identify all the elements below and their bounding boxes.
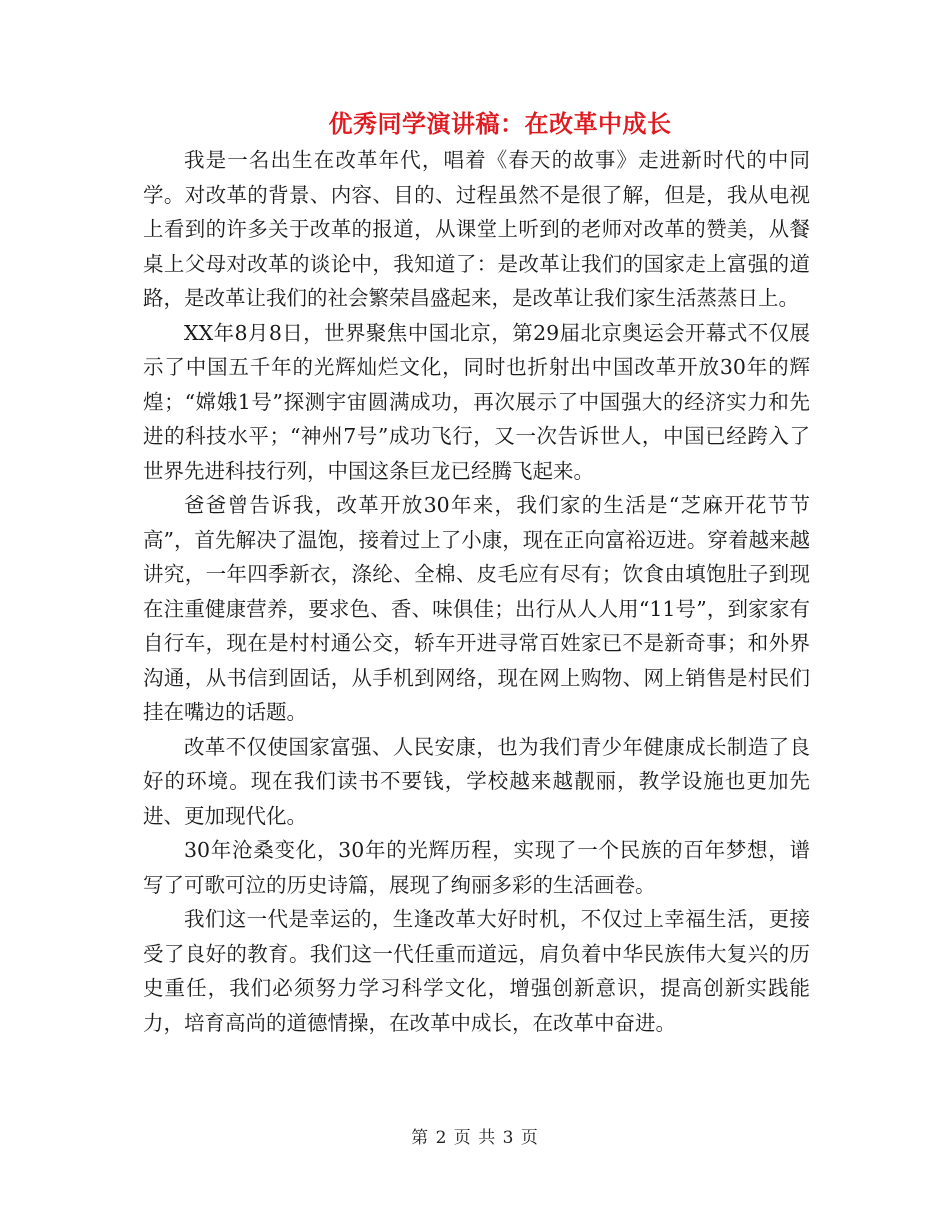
page-number-footer: 第 2 页 共 3 页 <box>411 1128 539 1148</box>
paragraph-4: 改革不仅使国家富强、人民安康，也为我们青少年健康成长制造了良好的环境。现在我们读书不要钱，学校越来越靓丽，教学设施也更加先进、更加现代化。 <box>143 734 810 828</box>
paragraph-5: 30年沧桑变化，30年的光辉历程，实现了一个民族的百年梦想，谱写了可歌可泣的历史诗篇，展现了绚丽多彩的生活画卷。 <box>143 838 810 897</box>
paragraph-1: 我是一名出生在改革年代，唱着《春天的故事》走进新时代的中同学。对改革的背景、内容、目的、过程虽然不是很了解，但是，我从电视上看到的许多关于改革的报道，从课堂上听到的老师对改革的赞美，从餐桌上父母对改革的谈论中，我知道了：是改革让我们的国家走上富强的道路，是改革让我们的社会繁荣昌盛起来，是改革让我们家生活蒸蒸日上。 <box>143 148 810 310</box>
paragraph-2: XX年8月8日，世界聚焦中国北京，第29届北京奥运会开幕式不仅展示了中国五千年的光辉灿烂文化，同时也折射出中国改革开放30年的辉煌；“嫦娥1号”探测宇宙圆满成功，再次展示了中国强大的经济实力和先进的科技水平；“神州7号”成功飞行，又一次告诉世人，中国已经跨入了世界先进科技行列，中国这条巨龙已经腾飞起来。 <box>143 320 810 483</box>
paragraph-3: 爸爸曾告诉我，改革开放30年来，我们家的生活是“芝麻开花节节高”，首先解决了温饱，接着过上了小康，现在正向富裕迈进。穿着越来越讲究，一年四季新衣，涤纶、全棉、皮毛应有尽有；饮食由填饱肚子到现在注重健康营养，要求色、香、味俱佳；出行从人人用“11号”，到家家有自行车，现在是村村通公交，轿车开进寻常百姓家已不是新奇事；和外界沟通，从书信到固话，从手机到网络，现在网上购物、网上销售是村民们挂在嘴边的话题。 <box>143 493 810 724</box>
document-title: 优秀同学演讲稿：在改革中成长 <box>328 109 672 138</box>
paragraph-6: 我们这一代是幸运的，生逢改革大好时机，不仅过上幸福生活，更接受了良好的教育。我们这一代任重而道远，肩负着中华民族伟大复兴的历史重任，我们必须努力学习科学文化，增强创新意识，提高创新实践能力，培育高尚的道德情操，在改革中成长，在改革中奋进。 <box>143 907 810 1035</box>
document-body <box>143 143 810 1040</box>
